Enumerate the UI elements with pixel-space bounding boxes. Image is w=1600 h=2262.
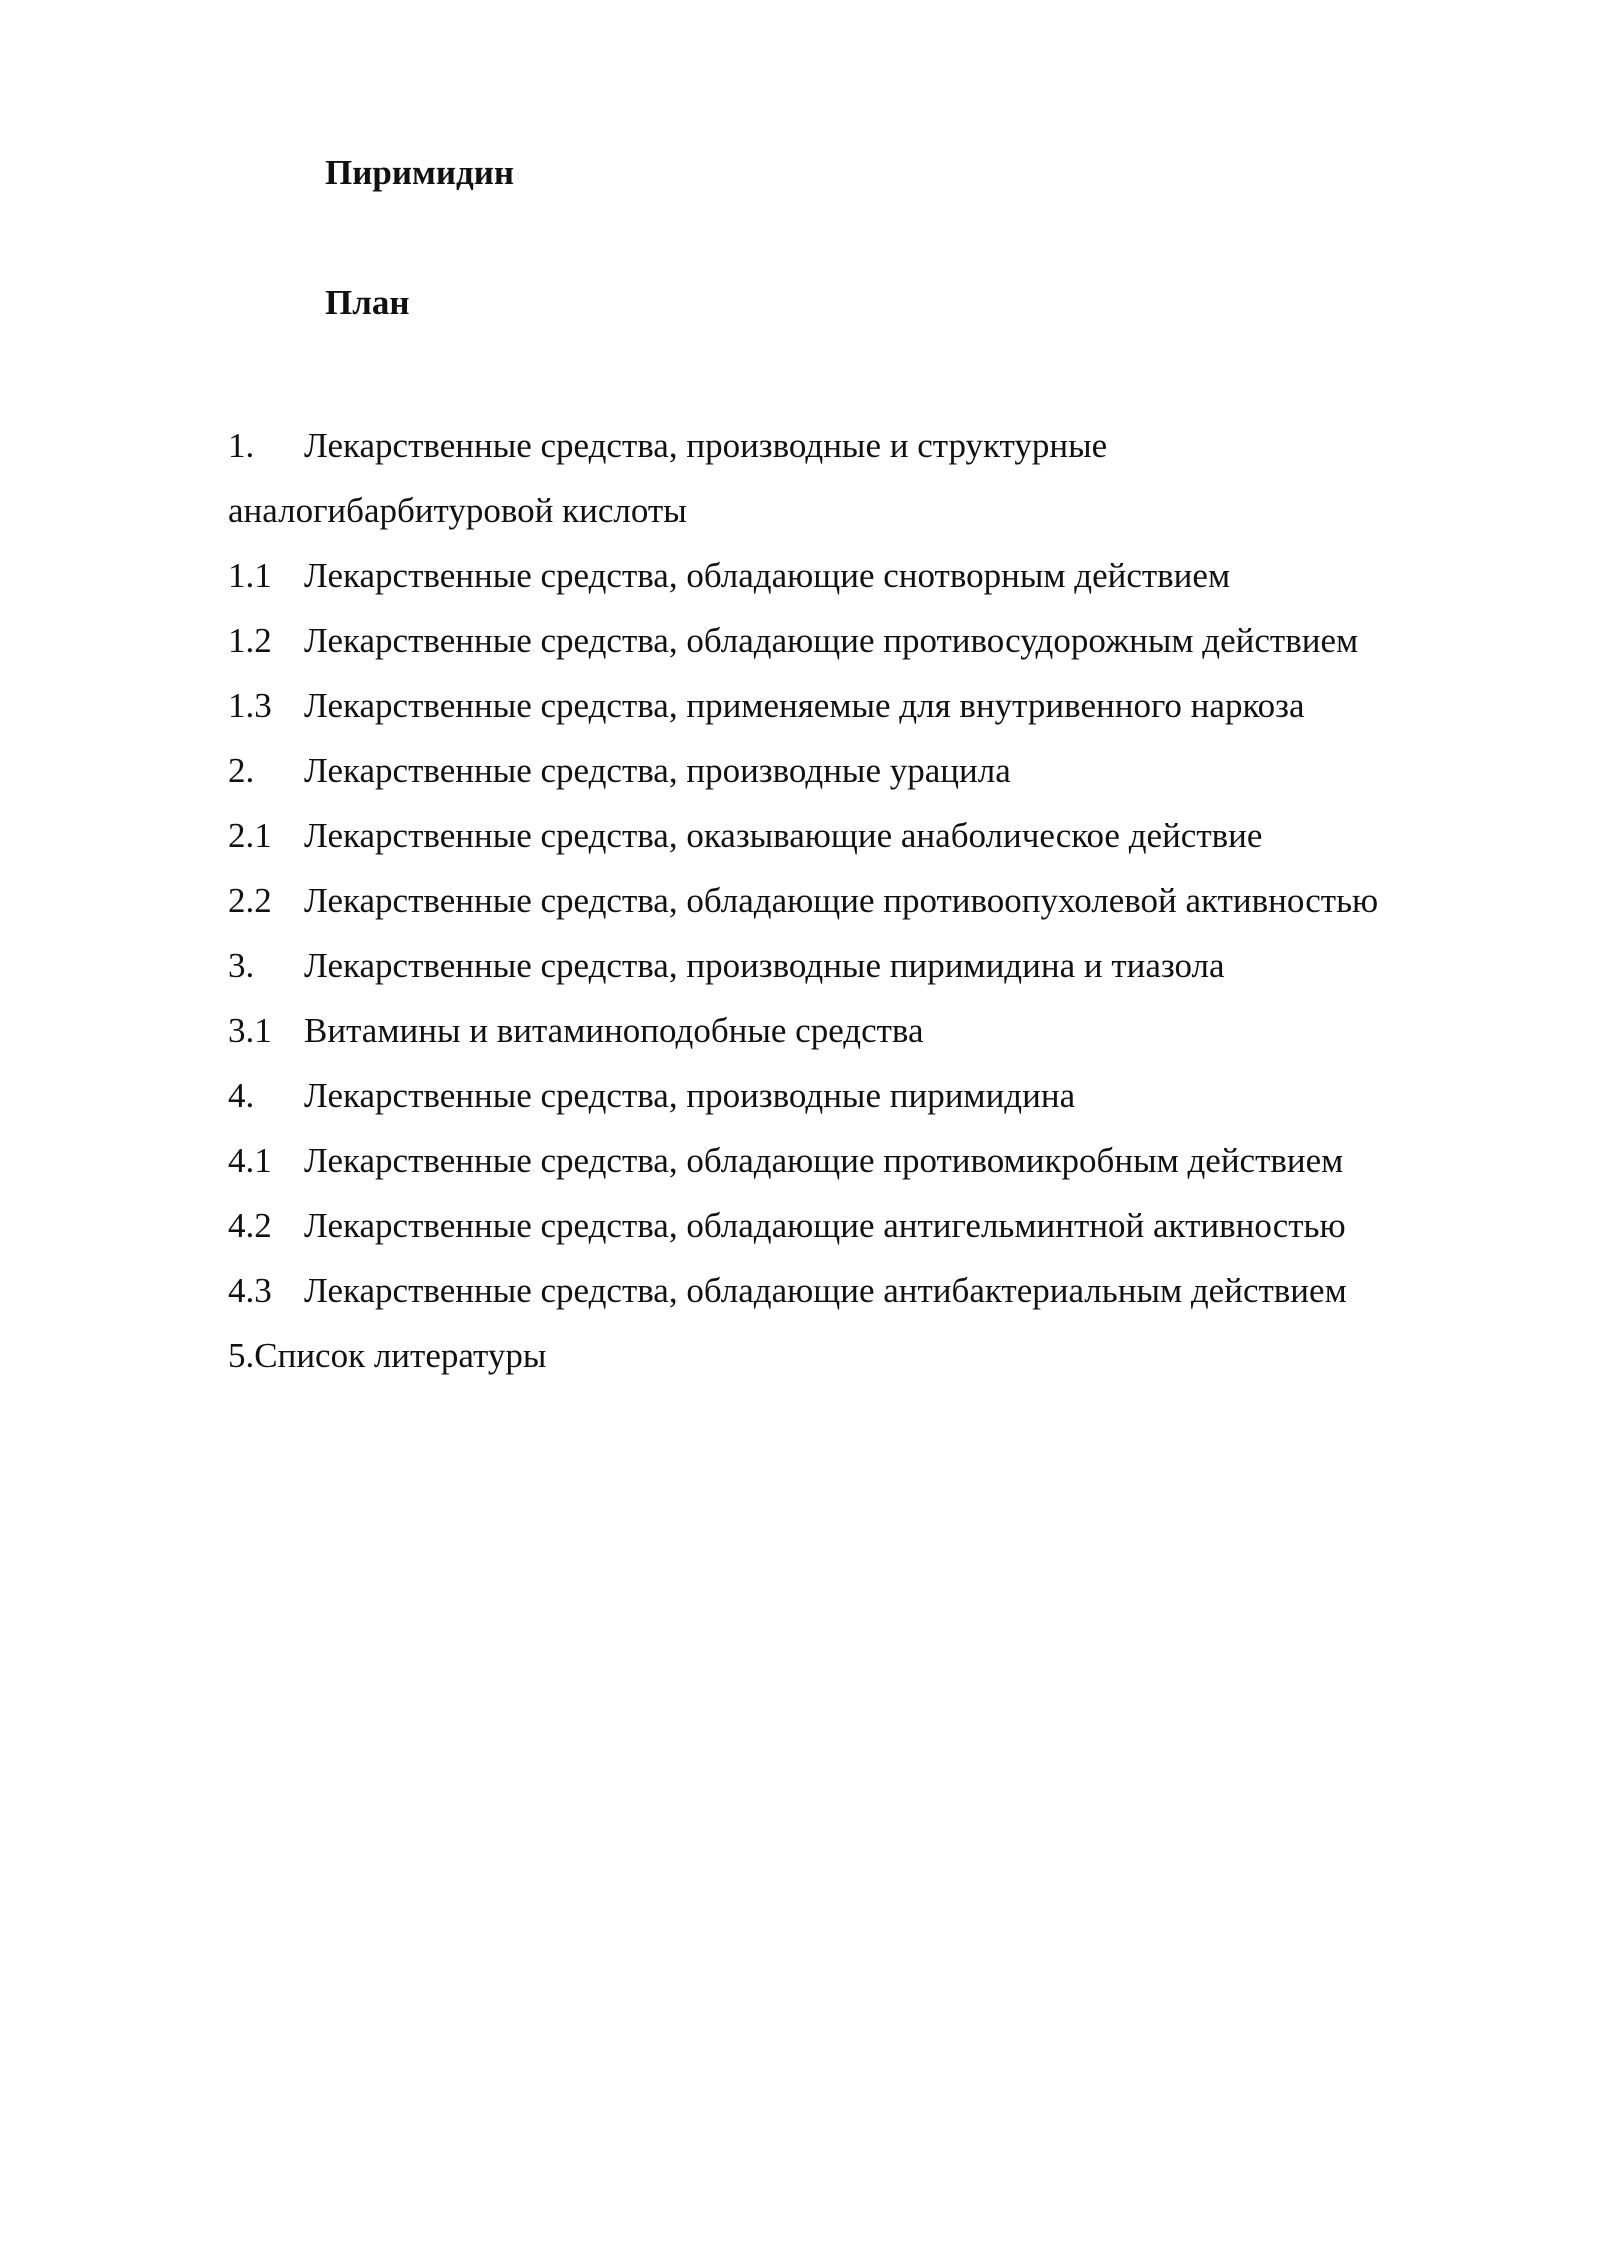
toc-item-1-1 [228,543,1528,608]
toc-item-number: 4.1 [228,1141,272,1180]
toc-item-1-continuation: аналогибарбитуровой кислоты [228,491,687,530]
toc-item-number: 1. [228,426,255,465]
toc-item-text: Лекарственные средства, производные урацила [304,751,1011,790]
toc-item-5-references: 5.Список литературы [228,1336,547,1375]
toc-item-1-3 [228,673,1528,738]
toc-item-text: Лекарственные средства, обладающие противоопухолевой активностью [304,881,1379,920]
toc-item-text: Лекарственные средства, обладающие снотворным действием [304,556,1231,595]
toc-item-text: Лекарственные средства, производные и структурные [304,426,1108,465]
toc-item-text: Лекарственные средства, обладающие антибактериальным действием [304,1271,1347,1310]
toc-item-text: Лекарственные средства, обладающие антигельминтной активностью [304,1206,1346,1245]
toc-item-2 [228,738,1528,803]
toc-item-text: Лекарственные средства, применяемые для внутривенного наркоза [304,686,1305,725]
toc-item-text: Лекарственные средства, производные пиримидина [304,1076,1076,1115]
toc-item-3-1 [228,998,1528,1063]
toc-item-4 [228,1063,1528,1128]
toc-item-4-2 [228,1193,1528,1258]
toc-item-text: Лекарственные средства, производные пиримидина и тиазола [304,946,1225,985]
table-of-contents [228,413,1528,1388]
toc-item-number: 4.2 [228,1206,272,1245]
toc-item-number: 4. [228,1076,255,1115]
toc-item-number: 3.1 [228,1011,272,1050]
plan-heading: План [325,283,410,322]
toc-item-2-2 [228,868,1528,933]
toc-item-1 [228,413,1528,478]
toc-item-number: 2.2 [228,881,272,920]
toc-item-text: Лекарственные средства, оказывающие анаболическое действие [304,816,1263,855]
toc-item-2-1 [228,803,1528,868]
toc-item-4-1 [228,1128,1528,1193]
toc-item-text: Лекарственные средства, обладающие противомикробным действием [304,1141,1344,1180]
toc-item-text: Витамины и витаминоподобные средства [304,1011,924,1050]
toc-item-number: 2.1 [228,816,272,855]
toc-item-number: 3. [228,946,255,985]
toc-item-4-3 [228,1258,1528,1323]
toc-item-number: 2. [228,751,255,790]
toc-item-3 [228,933,1528,998]
toc-item-number: 4.3 [228,1271,272,1310]
toc-item-number: 1.3 [228,686,272,725]
toc-item-1-2 [228,608,1528,673]
document-title: Пиримидин [325,153,515,192]
toc-item-number: 1.2 [228,621,272,660]
toc-item-number: 1.1 [228,556,272,595]
toc-item-text: Лекарственные средства, обладающие противосудорожным действием [304,621,1359,660]
